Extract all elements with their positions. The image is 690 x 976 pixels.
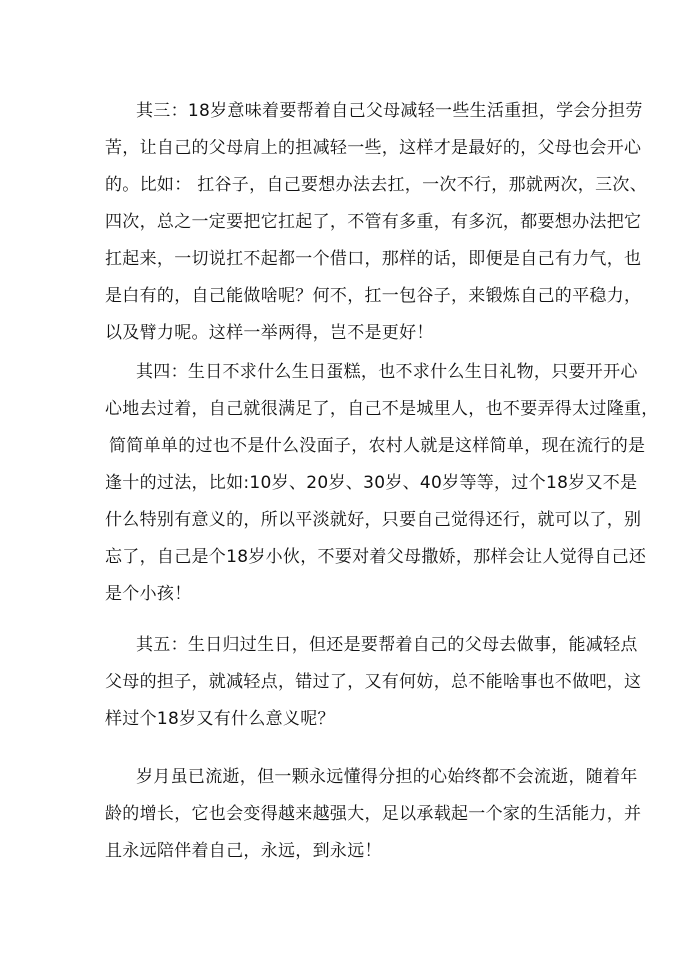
text-line: 其五：生日归过生日，但还是要帮着自己的父母去做事，能减轻点 xyxy=(136,635,638,655)
text-line: 四次，总之一定要把它扛起了，不管有多重，有多沉，都要想办法把它 xyxy=(105,212,642,232)
text-line: 其四：生日不求什么生日蛋糕，也不求什么生日礼物，只要开开心 xyxy=(136,362,638,382)
text-line: 扛起来，一切说扛不起都一个借口，那样的话，即便是自己有力气，也 xyxy=(105,249,642,269)
text-line: 样过个18岁又有什么意义呢？ xyxy=(105,709,335,729)
text-line: 且永远陪伴着自己，永远，到永远！ xyxy=(105,841,382,861)
text-line: 逢十的过法，比如:10岁、20岁、30岁、40岁等等，过个18岁又不是 xyxy=(105,473,638,493)
text-line: 是个小孩！ xyxy=(105,584,192,604)
text-line: 苦，让自己的父母肩上的担减轻一些，这样才是最好的，父母也会开心 xyxy=(105,138,642,158)
text-line: 龄的增长，它也会变得越来越强大，足以承载起一个家的生活能力，并 xyxy=(105,804,642,824)
text-line: 岁月虽已流逝，但一颗永远懂得分担的心始终都不会流逝，随着年 xyxy=(136,767,638,787)
paragraph-conclusion xyxy=(105,759,642,870)
text-line: 心地去过着，自己就很满足了，自己不是城里人，也不要弄得太过隆重， xyxy=(105,399,659,419)
text-line: 简简单单的过也不是什么没面子，农村人就是这样简单，现在流行的是 xyxy=(109,436,646,456)
paragraph-point-five xyxy=(105,627,642,738)
text-line: 其三：18岁意味着要帮着自己父母减轻一些生活重担，学会分担劳 xyxy=(136,101,643,121)
text-line: 什么特别有意义的，所以平淡就好，只要自己觉得还行，就可以了，别 xyxy=(105,510,642,530)
text-line: 忘了，自己是个18岁小伙，不要对着父母撒娇，那样会让人觉得自己还 xyxy=(105,547,647,567)
text-line: 以及臂力呢。这样一举两得，岂不是更好！ xyxy=(105,323,434,343)
paragraph-point-three xyxy=(105,93,648,352)
text-line: 父母的担子，就减轻点，错过了，又有何妨，总不能啥事也不做吧，这 xyxy=(105,672,642,692)
text-line: 是白有的，自己能做啥呢？何不，扛一包谷子，来锻炼自己的平稳力， xyxy=(105,286,642,306)
text-line: 的。比如： 扛谷子，自己要想办法去扛，一次不行，那就两次，三次、 xyxy=(105,175,648,195)
paragraph-point-four xyxy=(105,354,659,613)
